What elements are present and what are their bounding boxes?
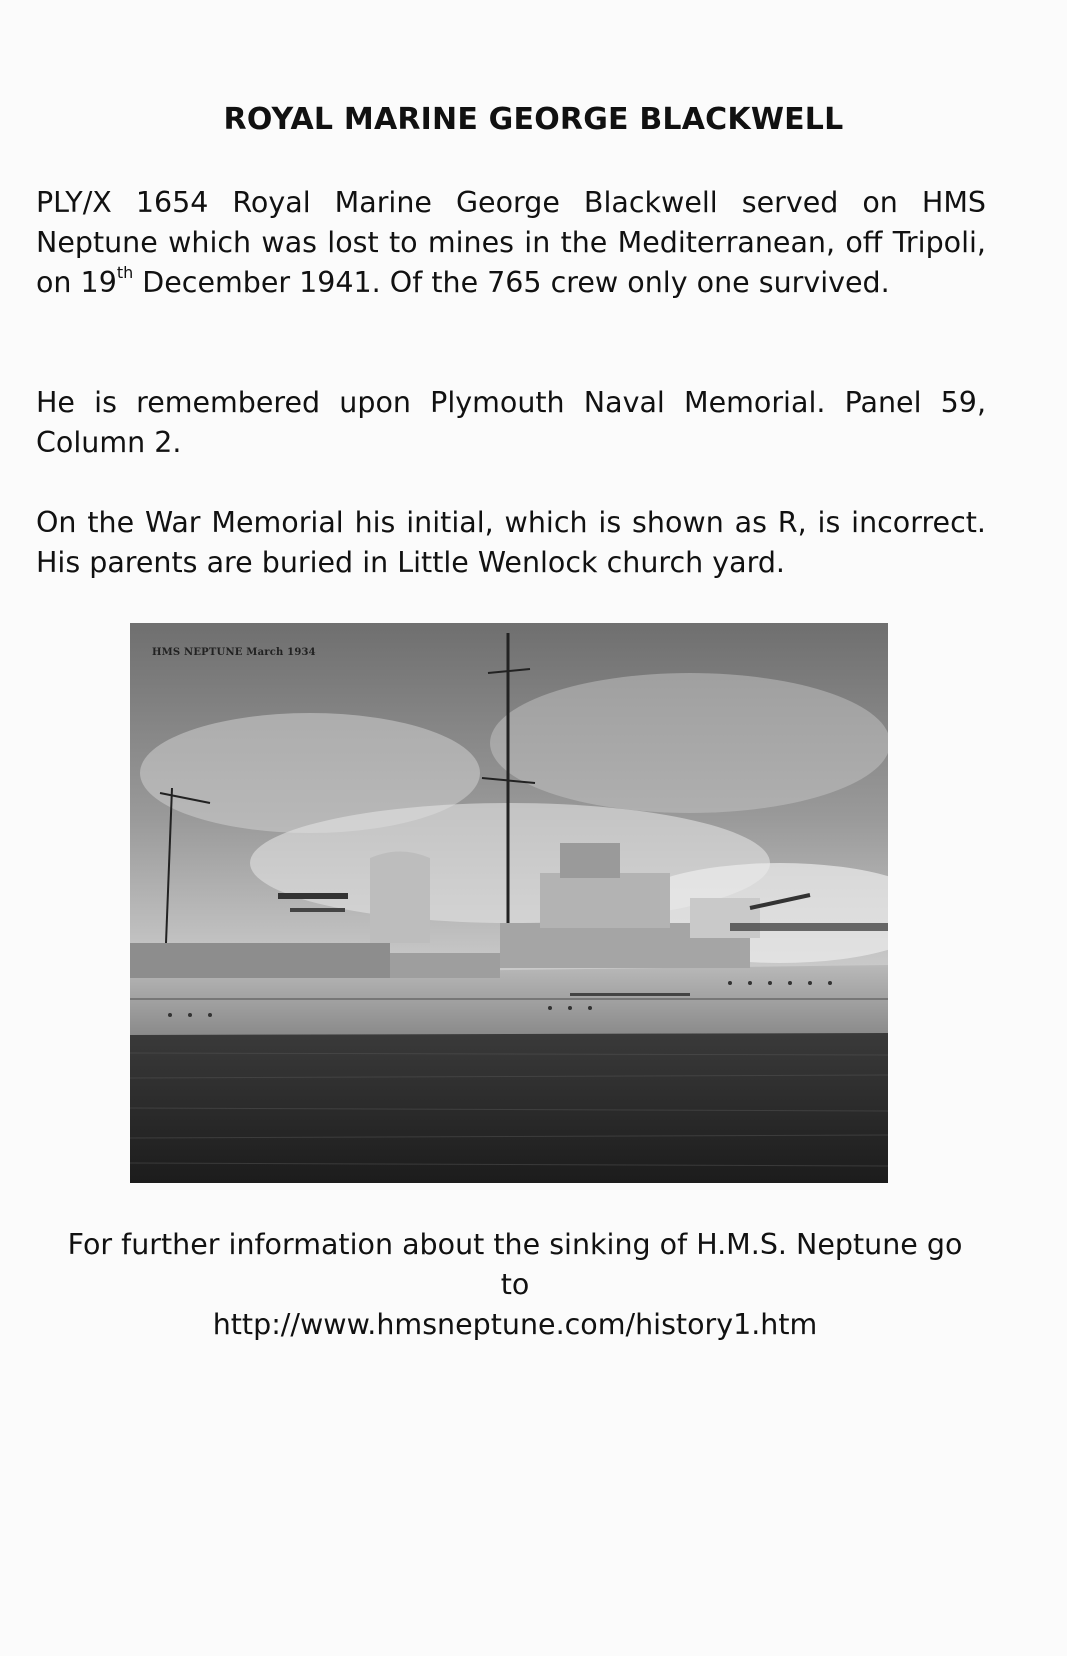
photo-caption: HMS NEPTUNE March 1934: [152, 647, 316, 658]
further-info-line2: to: [500, 1268, 530, 1301]
further-info-line1: For further information about the sinking of H.M.S. Neptune go: [67, 1228, 963, 1261]
service-text-start: PLY/X 1654 Royal Marine George Blackwell served on HMS Neptune which was lost to mines in the Mediterranean, off Tripoli, on 19: [36, 186, 986, 299]
further-info: [40, 1225, 990, 1345]
date-ordinal-suffix: th: [116, 263, 134, 282]
ship-photo-illustration: [130, 623, 888, 1183]
memorial-paragraph: He is remembered upon Plymouth Naval Memorial. Panel 59, Column 2.: [36, 386, 986, 459]
page-title: ROYAL MARINE GEORGE BLACKWELL: [223, 102, 844, 137]
service-paragraph: [36, 183, 986, 303]
ship-photo: [130, 623, 888, 1183]
war-memorial-paragraph: On the War Memorial his initial, which is shown as R, is incorrect. His parents are buried in Little Wenlock church yard.: [36, 506, 986, 579]
service-text-end: December 1941. Of the 765 crew only one survived.: [133, 266, 890, 299]
history-link[interactable]: http://www.hmsneptune.com/history1.htm: [212, 1308, 818, 1341]
